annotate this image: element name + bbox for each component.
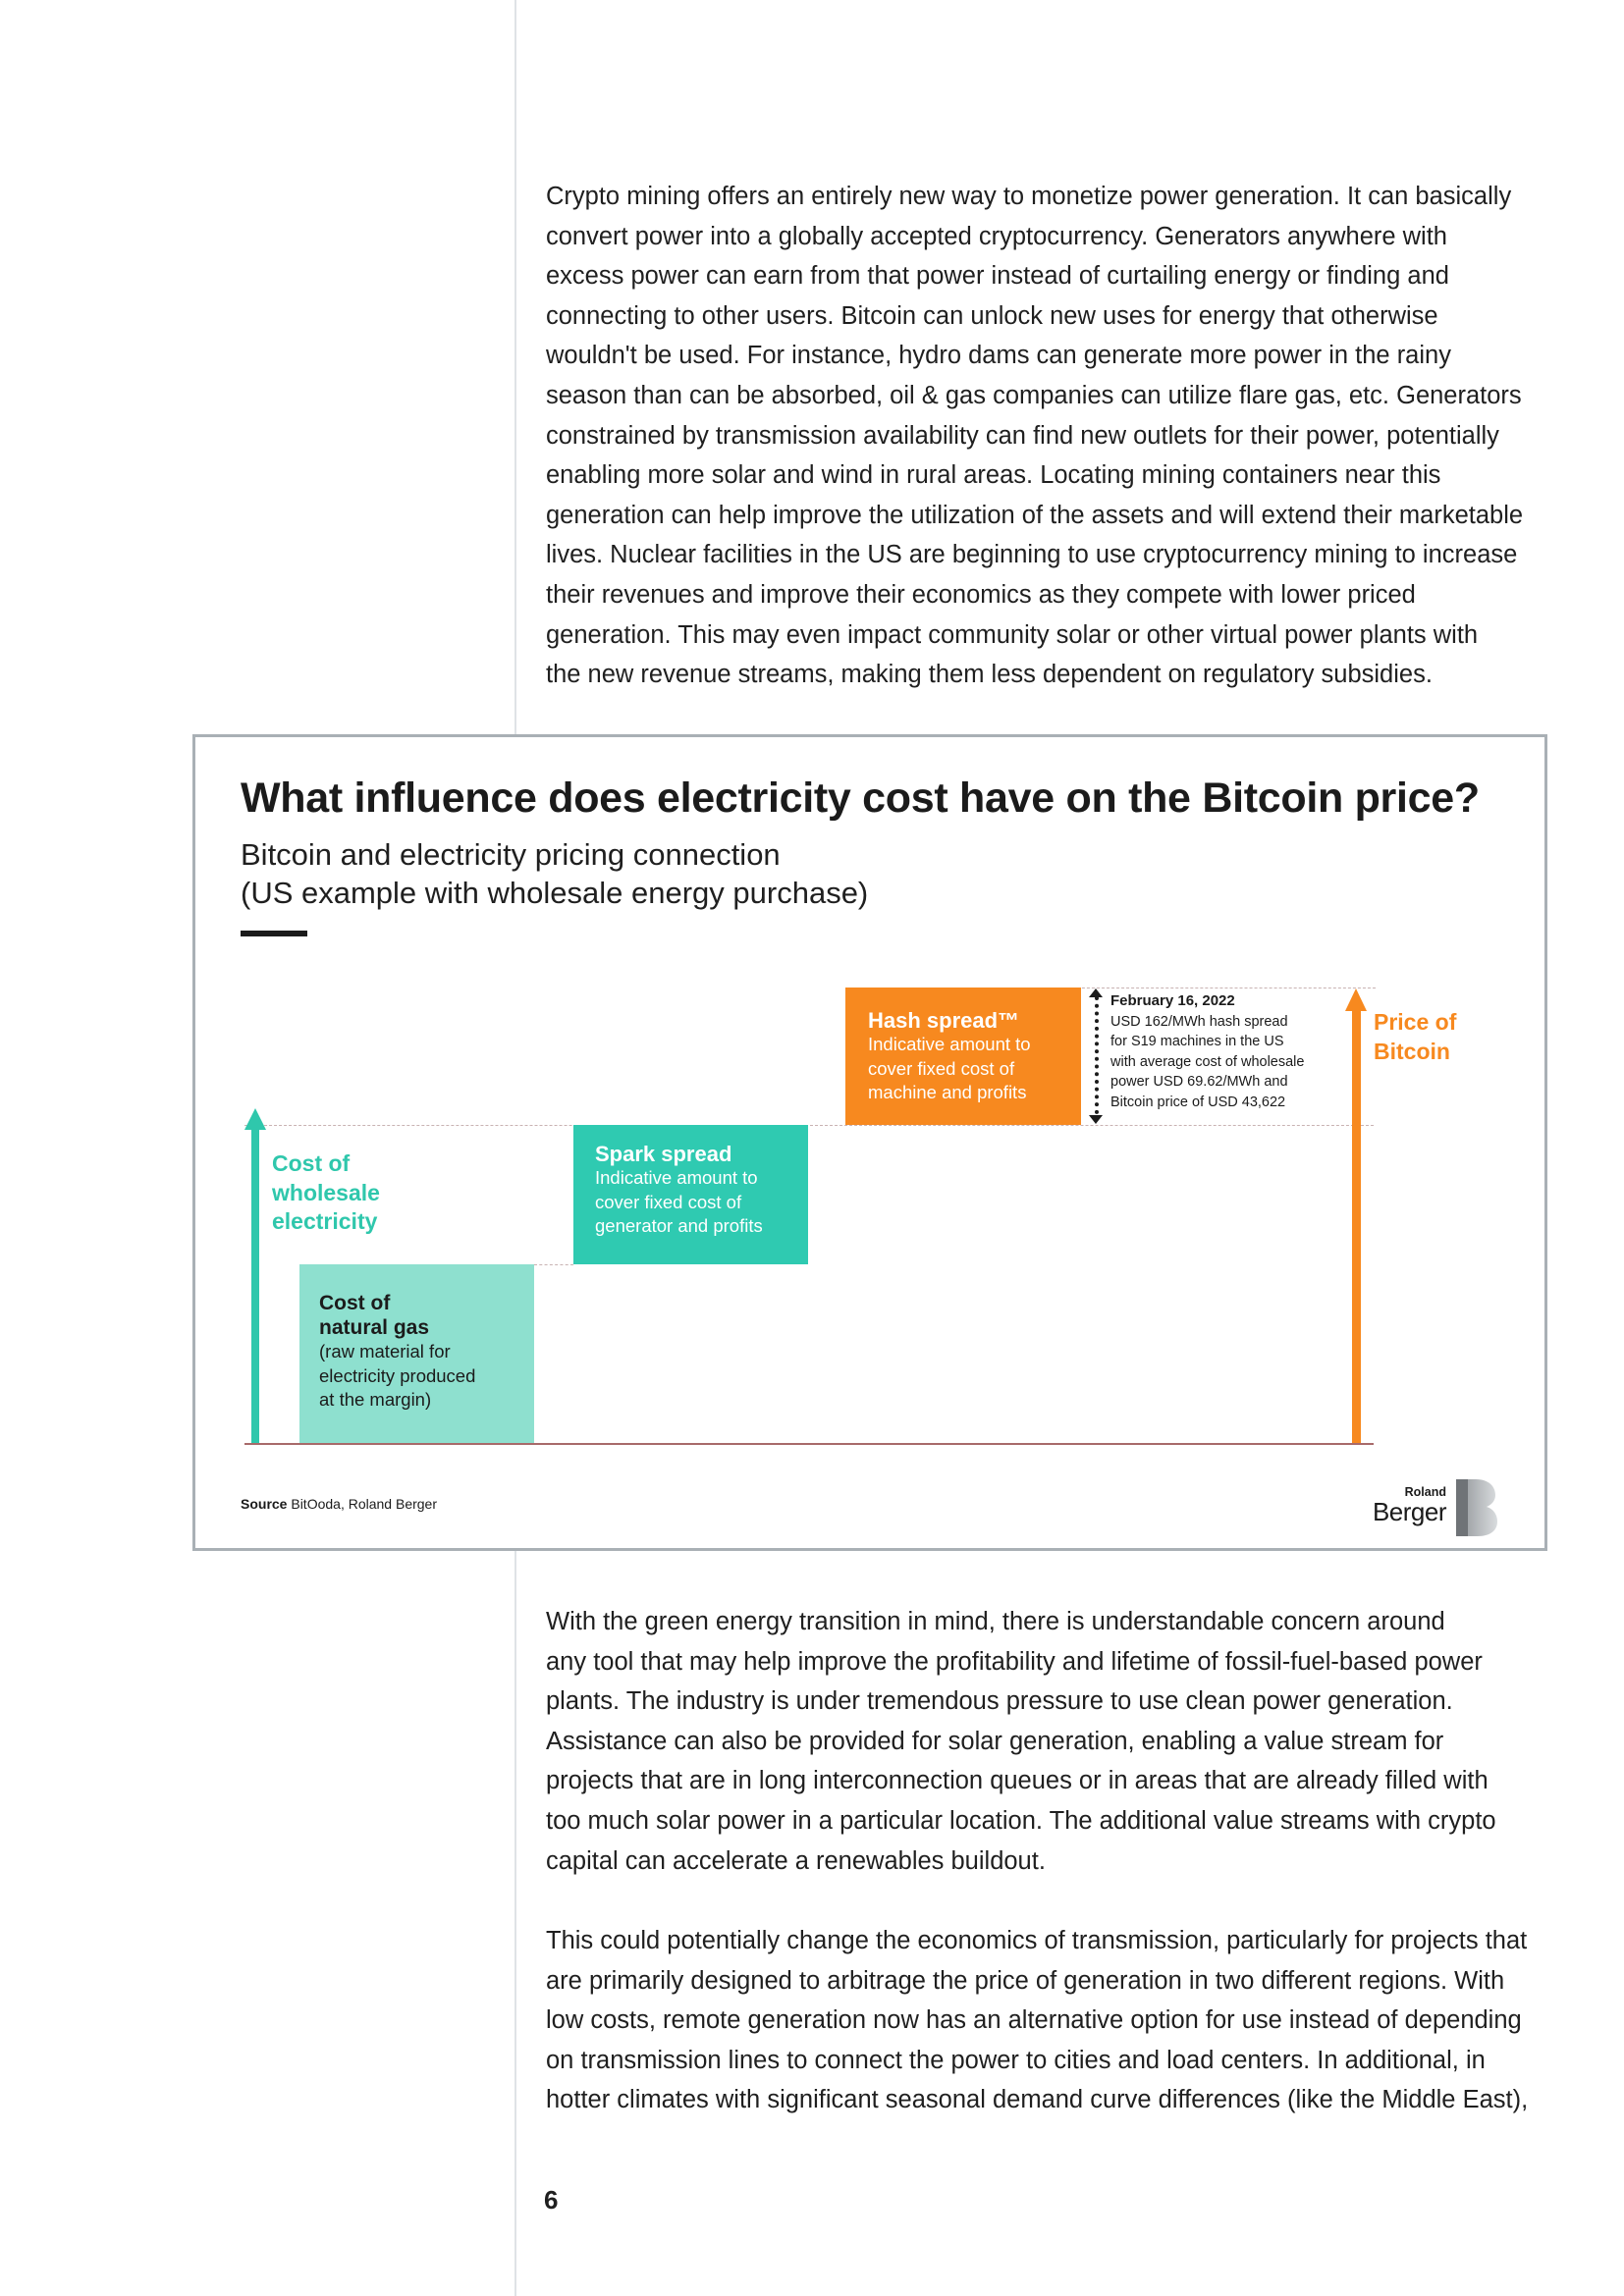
text-line: low costs, remote generation now has an alternative option for use instead of depending — [546, 2006, 1522, 2035]
wholesale-electricity-label — [272, 1149, 380, 1237]
annotation-line: USD 162/MWh hash spread — [1110, 1013, 1288, 1030]
bar-description: generator and profits — [595, 1215, 763, 1236]
text-line: generation can help improve the utilization of the assets and will extend their marketable — [546, 501, 1524, 529]
text-line: lives. Nuclear facilities in the US are beginning to use cryptocurrency mining to increase — [546, 541, 1518, 569]
text-line: plants. The industry is under tremendous pressure to use clean power generation. — [546, 1687, 1453, 1716]
subtitle-line: (US example with wholesale energy purchase) — [241, 876, 869, 910]
text-line: With the green energy transition in mind, there is understandable concern around — [546, 1608, 1445, 1635]
label-line: Cost of — [272, 1150, 351, 1176]
text-line: the new revenue streams, making them less dependent on regulatory subsidies. — [546, 661, 1433, 689]
text-line: on transmission lines to connect the power to cities and load centers. In additional, in — [546, 2046, 1486, 2074]
paragraph-2 — [546, 1602, 1528, 1881]
wholesale-arrow-head — [244, 1108, 266, 1130]
source-note — [241, 1496, 437, 1512]
bar-title: natural gas — [319, 1316, 430, 1339]
label-line: Bitcoin — [1374, 1038, 1450, 1064]
text-line: This could potentially change the economics of transmission, particularly for projects that — [546, 1927, 1528, 1954]
chart-baseline — [244, 1443, 1374, 1445]
text-line: any tool that may help improve the profitability and lifetime of fossil-fuel-based power — [546, 1647, 1483, 1676]
bar-description: Indicative amount to — [595, 1167, 758, 1188]
text-line: connecting to other users. Bitcoin can unlock new uses for energy that otherwise — [546, 301, 1438, 330]
label-line: Price of — [1374, 1009, 1457, 1035]
level-line-gas — [534, 1264, 573, 1265]
page-number: 6 — [544, 2185, 559, 2215]
bar-description: machine and profits — [868, 1082, 1027, 1102]
bitcoin-price-arrow — [1352, 1010, 1361, 1443]
text-line: Assistance can also be provided for solar generation, enabling a value stream for — [546, 1727, 1444, 1755]
logo-text-roland: Roland — [1404, 1485, 1446, 1499]
text-line: generation. This may even impact community solar or other virtual power plants with — [546, 620, 1479, 649]
annotation-date: February 16, 2022 — [1110, 992, 1235, 1009]
text-line: enabling more solar and wind in rural areas. Locating mining containers near this — [546, 461, 1441, 490]
hash-spread-measure — [1095, 996, 1099, 1114]
hash-spread-annotation — [1110, 991, 1304, 1112]
annotation-line: Bitcoin price of USD 43,622 — [1110, 1094, 1286, 1110]
bitcoin-arrow-head — [1345, 988, 1367, 1011]
logo-b-mark-icon — [1454, 1477, 1499, 1538]
bar-spark-spread — [573, 1125, 808, 1264]
source-text: BitOoda, Roland Berger — [287, 1496, 437, 1512]
text-line: convert power into a globally accepted cryptocurrency. Generators anywhere with — [546, 222, 1447, 250]
bar-hash-spread — [845, 988, 1081, 1125]
source-label: Source — [241, 1496, 288, 1512]
roland-berger-logo — [1374, 1475, 1511, 1542]
bar-title: Cost of — [319, 1292, 391, 1314]
figure-title: What influence does electricity cost have on the Bitcoin price? — [241, 774, 1480, 822]
bar-title: Hash spread™ — [868, 1008, 1020, 1033]
annotation-line: with average cost of wholesale — [1110, 1053, 1305, 1070]
text-line: their revenues and improve their economics as they compete with lower priced — [546, 580, 1416, 609]
subtitle-line: Bitcoin and electricity pricing connection — [241, 837, 781, 872]
annotation-arrow-down — [1089, 1115, 1103, 1124]
figure-subtitle — [241, 835, 868, 912]
text-line: Crypto mining offers an entirely new way to monetize power generation. It can basically — [546, 183, 1512, 210]
bar-description: cover fixed cost of — [868, 1057, 1015, 1079]
text-line: excess power can earn from that power instead of curtailing energy or finding and — [546, 262, 1449, 291]
bar-title: Spark spread — [595, 1142, 732, 1166]
text-line: hotter climates with significant seasonal demand curve differences (like the Middle East), — [546, 2086, 1529, 2114]
text-line: wouldn't be used. For instance, hydro dams can generate more power in the rainy — [546, 342, 1451, 370]
bar-natural-gas — [299, 1264, 534, 1443]
level-line-wholesale — [244, 1125, 1374, 1126]
text-line: season than can be absorbed, oil & gas companies can utilize flare gas, etc. Generators — [546, 381, 1522, 409]
title-accent-bar — [241, 931, 307, 936]
text-line: too much solar power in a particular location. The additional value streams with crypto — [546, 1806, 1496, 1835]
bar-description: (raw material for — [319, 1341, 451, 1362]
label-line: electricity — [272, 1208, 378, 1234]
annotation-line: for S19 machines in the US — [1110, 1034, 1284, 1049]
logo-text-berger: Berger — [1372, 1497, 1446, 1526]
annotation-line: power USD 69.62/MWh and — [1110, 1074, 1288, 1090]
bar-description: cover fixed cost of — [595, 1191, 742, 1212]
bar-description: at the margin) — [319, 1389, 432, 1410]
bar-description: electricity produced — [319, 1364, 476, 1386]
text-line: projects that are in long interconnection queues or in areas that are already filled with — [546, 1767, 1489, 1795]
label-line: wholesale — [272, 1179, 380, 1205]
chart-figure — [192, 734, 1547, 1551]
paragraph-1 — [546, 177, 1528, 695]
text-line: capital can accelerate a renewables buildout. — [546, 1846, 1046, 1875]
paragraph-3 — [546, 1921, 1528, 2120]
bitcoin-price-label — [1374, 1008, 1456, 1066]
text-line: are primarily designed to arbitrage the price of generation in two different regions. With — [546, 1966, 1505, 1995]
wholesale-arrow — [251, 1128, 259, 1443]
text-line: constrained by transmission availability can find new outlets for their power, potentially — [546, 421, 1499, 450]
bar-description: Indicative amount to — [868, 1034, 1031, 1054]
